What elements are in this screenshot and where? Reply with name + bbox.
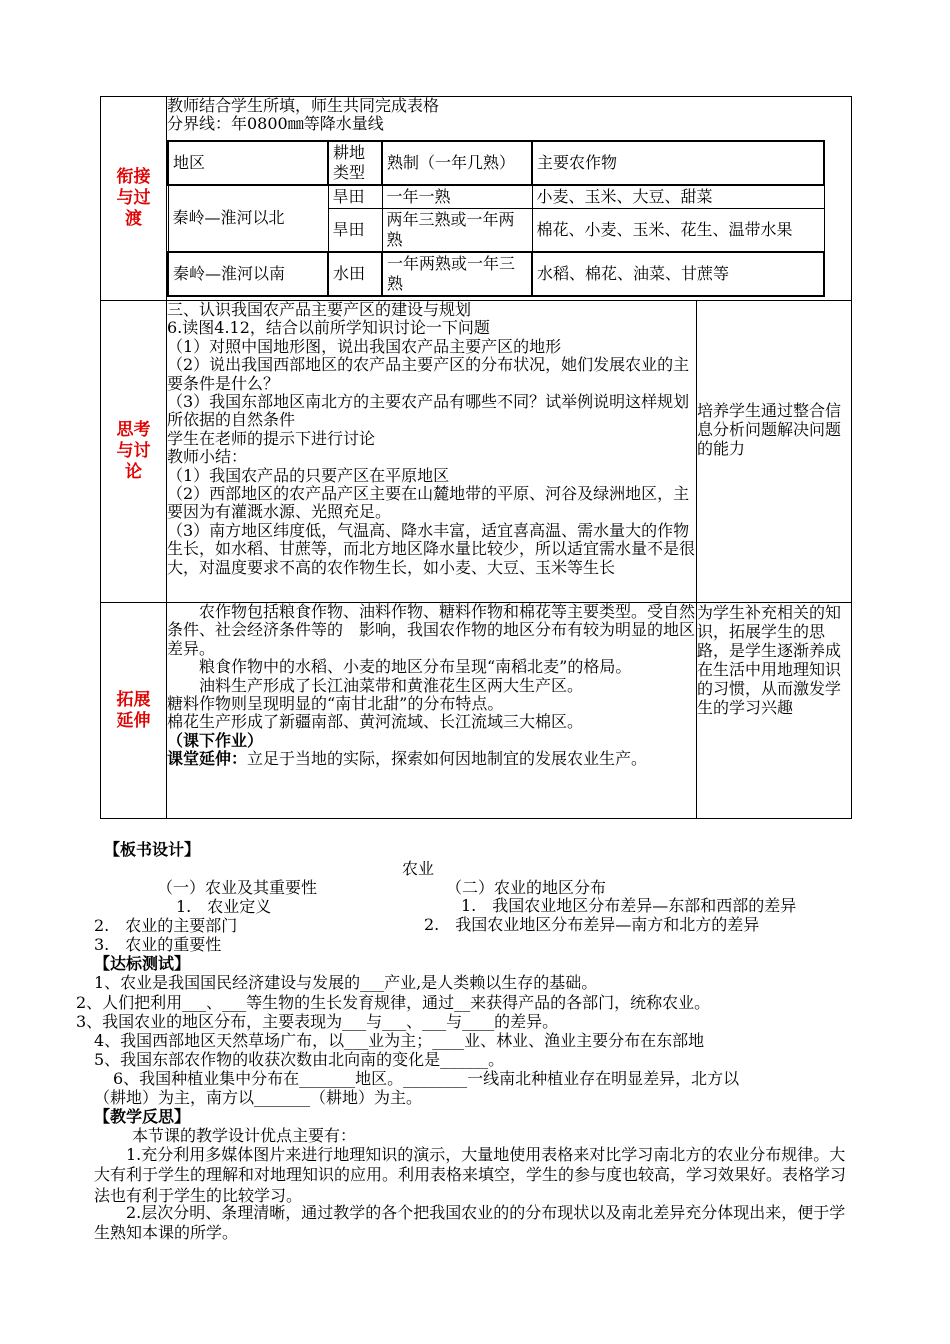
class-extension-text: 立足于当地的实际，探索如何因地制宜的发展农业生产。 — [247, 749, 648, 769]
board-title: 农业 — [402, 859, 435, 878]
extension-content — [167, 603, 697, 819]
homework-title: （课下作业） — [167, 730, 264, 750]
test-question: （耕地）为主，南方以_______（耕地）为主。 — [94, 1088, 423, 1107]
test-question: 5、我国东部农作物的收获次数由北向南的变化是______。 — [94, 1050, 505, 1069]
discussion-line: （2）西部地区的农产品产区主要在山麓地带的平原、河谷及绿洲地区，主要因为有灌溉水源、光照充足。 — [167, 484, 690, 522]
board-right-item: 1. 我国农业地区分布差异—东部和西部的差异 — [461, 896, 797, 915]
reflection-intro: 本节课的教学设计优点主要有： — [132, 1126, 357, 1145]
extension-goal — [697, 603, 852, 819]
section-label-text: 思考与讨论 — [116, 420, 151, 482]
section-label-discussion — [101, 301, 167, 603]
discussion-line: 教师小结： — [167, 447, 248, 467]
table-cell-region: 秦岭—淮河以南 — [168, 252, 328, 296]
test-question: 3、我国农业的地区分布，主要表现为___与___、___与____的差异。 — [76, 1012, 559, 1031]
extension-paragraph: 油料生产形成了长江油菜带和黄淮花生区两大生产区。 — [199, 675, 584, 695]
reflection-heading: 【教学反思】 — [94, 1107, 191, 1126]
board-left-item: 1. 农业定义 — [176, 897, 272, 916]
section-label-extension — [101, 603, 167, 819]
test-question: 6、我国种植业集中分布在_______地区。________一线南北种植业存在明显差异，北方以 — [113, 1069, 740, 1088]
discussion-line: 6.读图4.12，结合以前所学知识讨论一下问题 — [167, 318, 490, 338]
discussion-line: 三、认识我国农产品主要产区的建设与规划 — [167, 300, 472, 319]
board-left-head: （一）农业及其重要性 — [157, 878, 318, 897]
test-question: 4、我国西部地区天然草场广布，以___业为主；____业、林业、渔业主要分布在东部地 — [94, 1031, 705, 1050]
discussion-goal-text: 培养学生通过整合信息分析问题解决问题的能力 — [697, 401, 842, 458]
transition-content — [167, 97, 852, 301]
reflection-paragraph: 1.充分利用多媒体图片来进行地理知识的演示，大量地使用表格来对比学习南北方的农业分布规律。大大有利于学生的理解和对地理知识的应用。利用表格来填空，学生的参与度也较高，学习效果好。表格学习法也有利于学生的比较学习。 — [94, 1145, 847, 1205]
discussion-line: （1）对照中国地形图，说出我国农产品主要产区的地形 — [167, 336, 562, 356]
table-cell: 一年两熟或一年三熟 — [382, 252, 532, 296]
board-heading: 【板书设计】 — [104, 840, 201, 859]
board-right-item: 2. 我国农业地区分布差异—南方和北方的差异 — [424, 915, 760, 934]
discussion-line: （3）我国东部地区南北方的主要农产品有哪些不同？试举例说明这样规划所依据的自然条件 — [167, 392, 690, 430]
reflection-paragraph: 2.层次分明、条理清晰，通过教学的各个把我国农业的的分布现状以及南北差异充分体现出来，便于学生熟知本课的所学。 — [94, 1203, 846, 1243]
extension-paragraph: 棉花生产形成了新疆南部、黄河流域、长江流域三大棉区。 — [167, 712, 584, 732]
board-left-item: 2. 农业的主要部门 — [94, 916, 238, 935]
table-cell: 水稻、棉花、油菜、甘蔗等 — [532, 252, 824, 296]
table-header: 地区 — [168, 141, 328, 185]
discussion-content — [167, 301, 697, 603]
lesson-table — [100, 96, 852, 819]
extension-paragraph: 糖料作物则呈现明显的“南甘北甜”的分布特点。 — [167, 694, 504, 714]
class-extension-label: 课堂延伸： — [167, 749, 248, 769]
discussion-line: （1）我国农产品的只要产区在平原地区 — [167, 465, 450, 485]
table-cell: 旱田 — [328, 185, 382, 209]
table-header: 熟制（一年几熟） — [382, 141, 532, 185]
table-cell: 两年三熟或一年两熟 — [382, 208, 532, 252]
test-heading: 【达标测试】 — [94, 954, 191, 973]
section-label-text: 衔接与过渡 — [116, 167, 151, 229]
table-header: 耕地类型 — [328, 141, 382, 185]
discussion-line: 学生在老师的提示下进行讨论 — [167, 428, 376, 448]
test-question: 1、农业是我国国民经济建设与发展的___产业,是人类赖以生存的基础。 — [94, 973, 598, 992]
discussion-line: （3）南方地区纬度低，气温高、降水丰富，适宜喜高温、需水量大的作物生长，如水稻、甘蔗等，而北方地区降水量比较少，所以适宜需水量不是很大，对温度要求不高的农作物生长，如小麦、大豆、玉米等生长 — [167, 520, 696, 577]
table-header: 主要农作物 — [532, 141, 824, 185]
discussion-line: （2）说出我国西部地区的农产品主要产区的分布状况，她们发展农业的主要条件是什么？ — [167, 355, 690, 393]
extension-goal-text: 为学生补充相关的知识，拓展学生的思路，是学生逐渐养成在生活中用地理知识的习惯，从而激发学生的学习兴趣 — [697, 603, 842, 717]
board-left-item: 3. 农业的重要性 — [94, 935, 222, 954]
test-question: 2、人们把利用___、___等生物的生长发育规律，通过__来获得产品的各部门，统称农业。 — [76, 993, 711, 1012]
table-cell: 一年一熟 — [382, 185, 532, 209]
discussion-goal — [697, 301, 852, 603]
class-extension — [167, 750, 696, 768]
crop-region-table — [167, 140, 825, 297]
extension-paragraph: 粮食作物中的水稻、小麦的地区分布呈现“南稻北麦”的格局。 — [199, 657, 632, 677]
section-label-transition — [101, 97, 167, 301]
table-cell: 棉花、小麦、玉米、花生、温带水果 — [532, 208, 824, 252]
table-cell: 水田 — [328, 252, 382, 296]
boundary-line: 分界线：年0800㎜等降水量线 — [167, 114, 384, 134]
table-cell: 旱田 — [328, 208, 382, 252]
section-label-text: 拓展延伸 — [116, 689, 151, 731]
transition-line: 教师结合学生所填，师生共同完成表格 — [167, 96, 440, 115]
table-cell-region: 秦岭—淮河以北 — [168, 185, 328, 252]
board-right-head: （二）农业的地区分布 — [446, 878, 607, 897]
table-cell: 小麦、玉米、大豆、甜菜 — [532, 185, 824, 209]
extension-paragraph: 农作物包括粮食作物、油料作物、糖料作物和棉花等主要类型。受自然条件、社会经济条件等的 影响，我国农作物的地区分布有较为明显的地区差异。 — [167, 602, 696, 658]
